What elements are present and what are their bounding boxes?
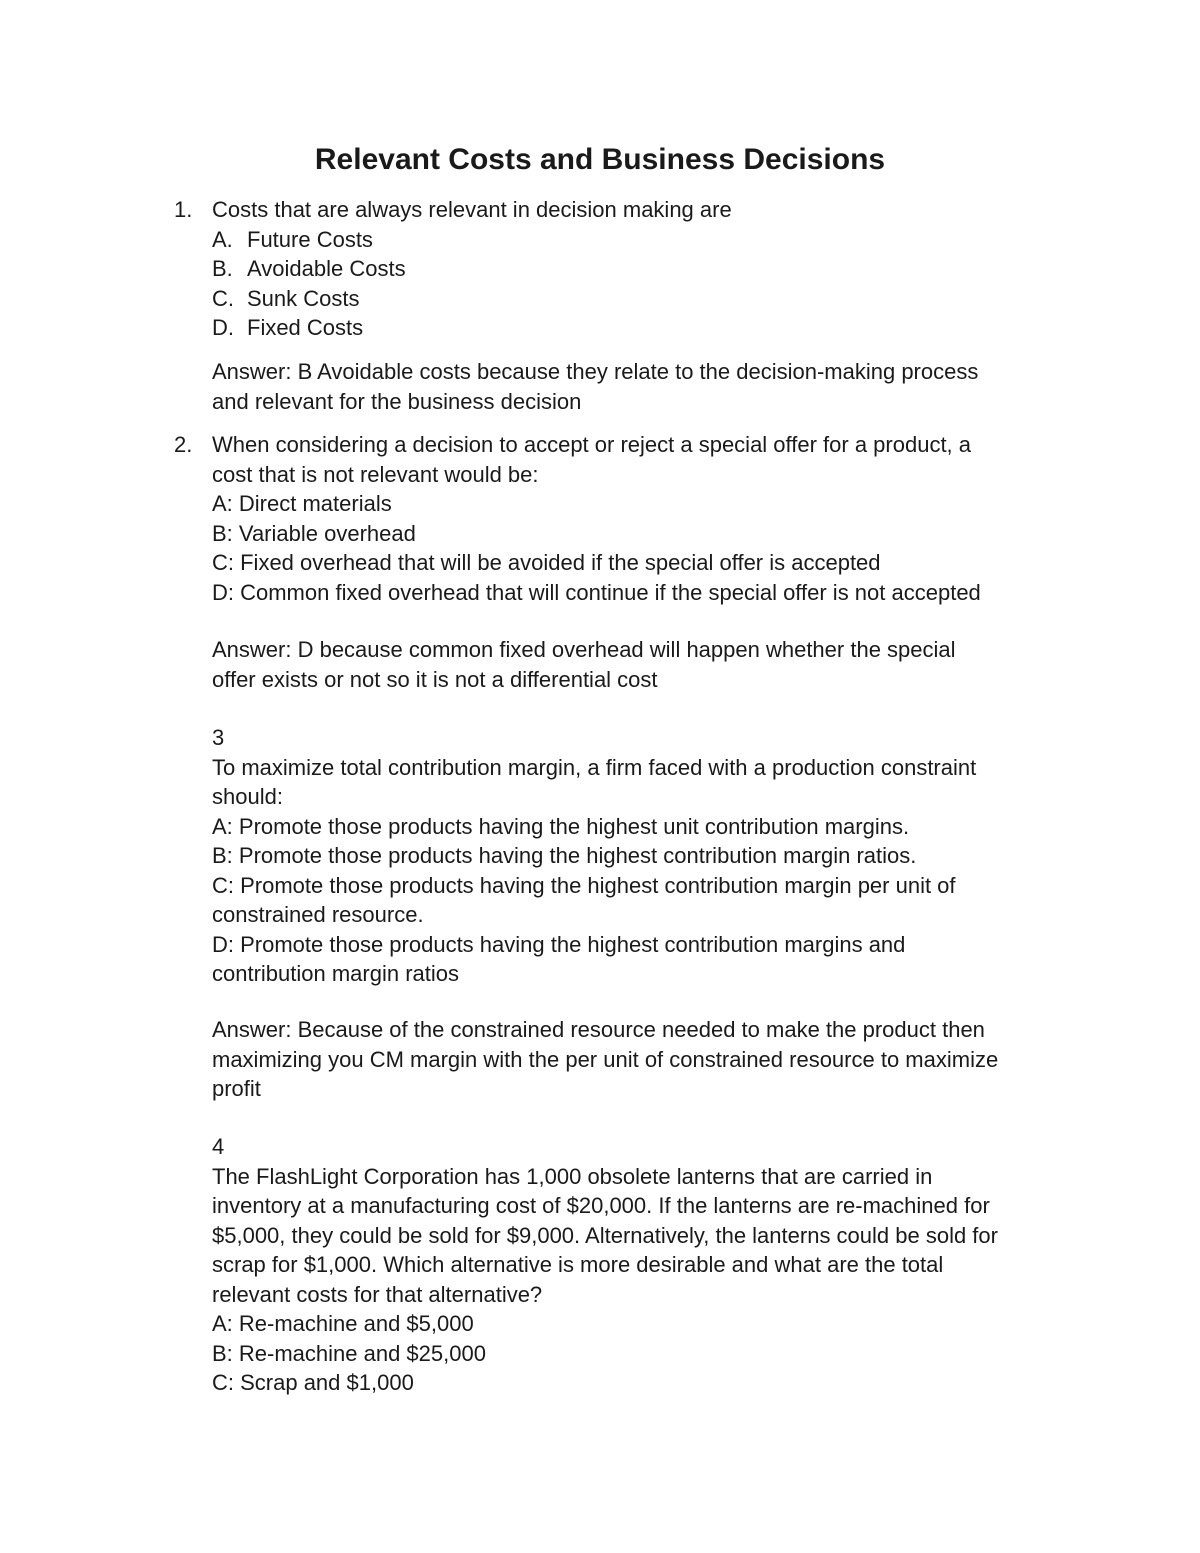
question-number: 2. [174,432,193,457]
question-number: 4 [212,1134,225,1159]
option-b: B: Promote those products having the highest contribution margin ratios. [212,843,917,868]
answer-line: offer exists or not so it is not a differential cost [212,666,658,692]
option-c: C: Scrap and $1,000 [212,1370,414,1395]
option-c [212,284,1072,314]
option-letter: B. [212,256,233,281]
question-stem: scrap for $1,000. Which alternative is more desirable and what are the total [212,1252,944,1277]
option-text: Future Costs [247,226,373,252]
option-letter: A. [212,226,233,252]
answer-2 [212,635,1072,694]
answer-line: Answer: D because common fixed overhead will happen whether the special [212,637,956,662]
option-d-continued: contribution margin ratios [212,961,460,986]
question-stem: should: [212,784,283,809]
question-stem: relevant costs for that alternative? [212,1281,543,1307]
option-b: B: Variable overhead [212,520,416,546]
option-a: A: Direct materials [212,491,392,516]
answer-line: and relevant for the business decision [212,388,582,414]
option-c-continued: constrained resource. [212,902,424,927]
option-b: B: Re-machine and $25,000 [212,1340,486,1366]
option-c: C: Fixed overhead that will be avoided if the special offer is accepted [212,550,881,575]
option-letter: C. [212,285,234,311]
question-1 [174,195,1072,343]
option-d: D: Common fixed overhead that will continue if the special offer is not accepted [212,579,981,605]
option-b [212,254,1072,284]
question-2 [174,430,1072,607]
option-a: A: Re-machine and $5,000 [212,1311,474,1336]
option-letter: D. [212,315,234,340]
question-4 [212,1132,1072,1398]
answer-line: profit [212,1076,261,1101]
option-d [212,313,1072,343]
page-title: Relevant Costs and Business Decisions [314,143,886,176]
question-number: 1. [174,197,193,222]
option-text: Sunk Costs [247,285,360,311]
question-stem: When considering a decision to accept or reject a special offer for a product, a [212,432,972,457]
answer-line: Answer: Because of the constrained resource needed to make the product then [212,1017,985,1042]
option-c: C: Promote those products having the highest contribution margin per unit of [212,872,956,898]
answer-3 [212,1015,1072,1104]
question-stem: The FlashLight Corporation has 1,000 obsolete lanterns that are carried in [212,1163,933,1189]
answer-1 [212,357,1072,416]
question-stem: $5,000, they could be sold for $9,000. Alternatively, the lanterns could be sold for [212,1222,998,1248]
option-a [212,225,1072,255]
option-text: Avoidable Costs [247,256,406,281]
answer-line: Answer: B Avoidable costs because they relate to the decision-making process [212,359,979,384]
question-stem: To maximize total contribution margin, a firm faced with a production constraint [212,754,977,780]
question-stem: Costs that are always relevant in decision making are [212,197,732,222]
option-a: A: Promote those products having the highest unit contribution margins. [212,813,910,839]
question-stem: cost that is not relevant would be: [212,461,539,487]
answer-line: maximizing you CM margin with the per unit of constrained resource to maximize [212,1046,999,1072]
question-3 [212,723,1072,989]
option-d: D: Promote those products having the highest contribution margins and [212,931,906,957]
question-number: 3 [212,725,225,750]
question-stem: inventory at a manufacturing cost of $20,000. If the lanterns are re-machined for [212,1193,990,1218]
option-text: Fixed Costs [247,315,364,340]
